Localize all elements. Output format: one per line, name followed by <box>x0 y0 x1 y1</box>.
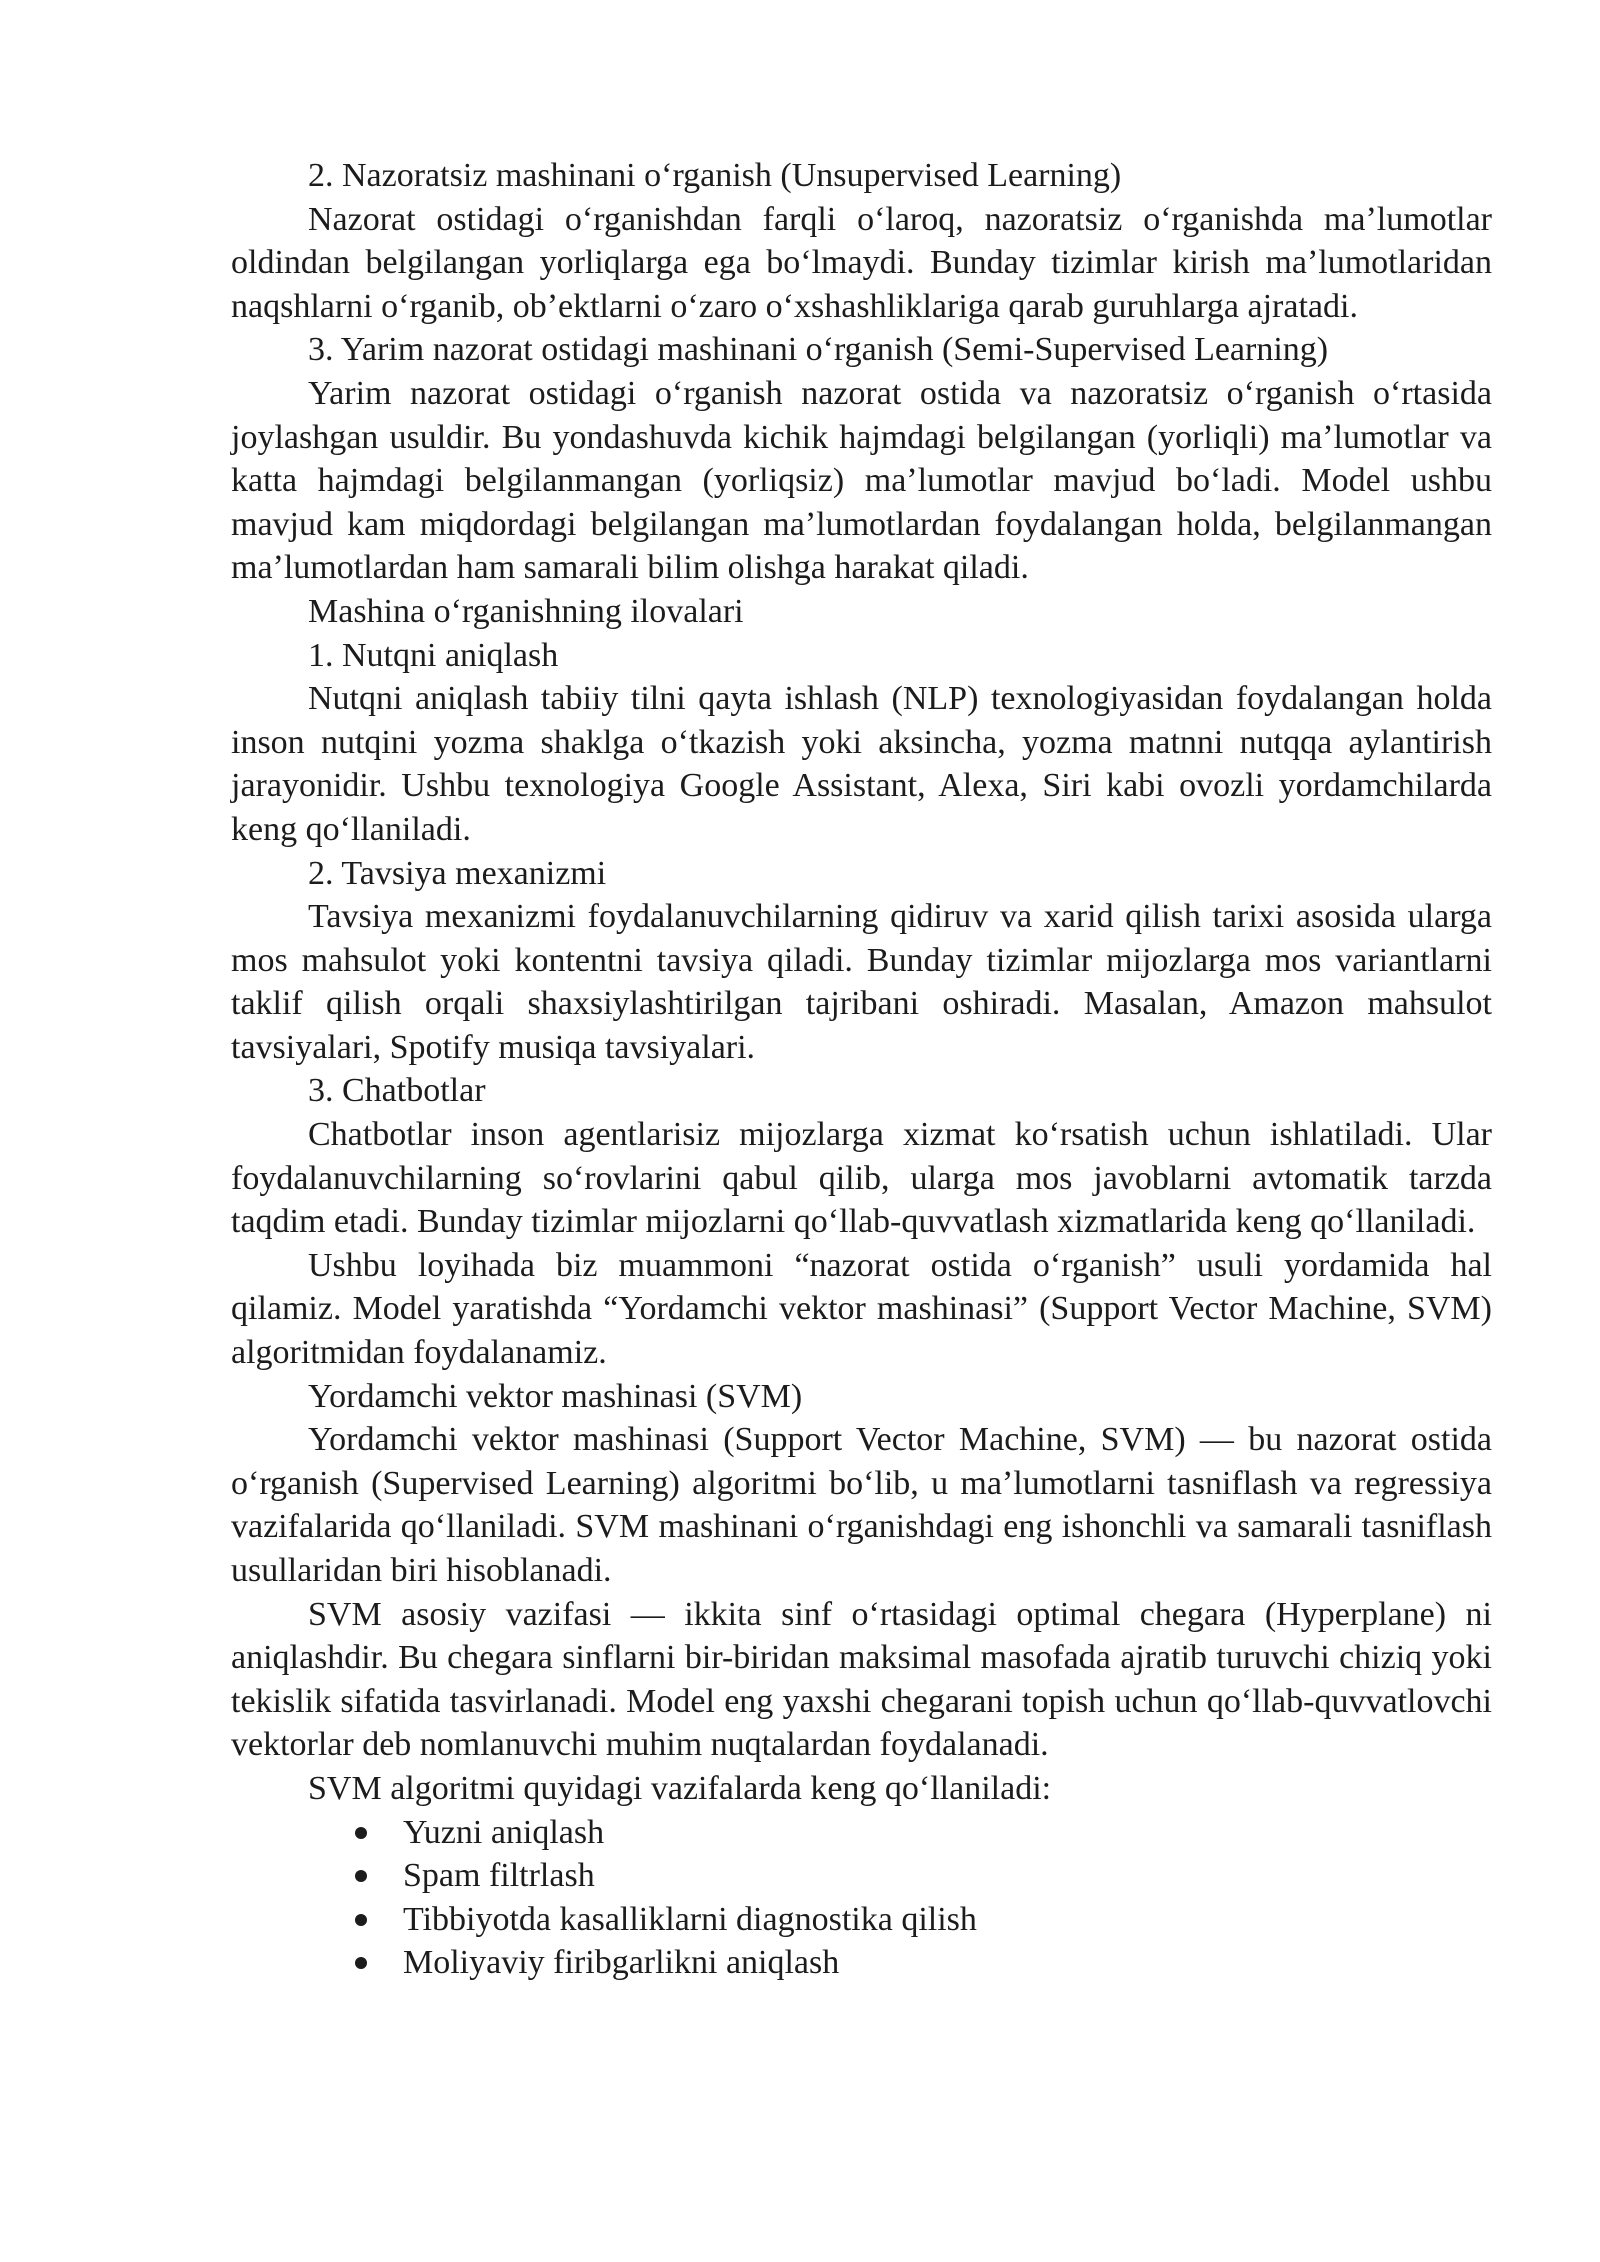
paragraph-recommendation: Tavsiya mexanizmi foydalanuvchilarning qidiruv va xarid qilish tarixi asosida ularga mos mahsulot yoki kontentni tavsiya qiladi. Bunday tizimlar mijozlarga mos variantlarni taklif qilish orqali shaxsiylashtirilgan tajribani oshiradi. Masalan, Amazon mahsulot tavsiyalari, Spotify musiqa tavsiyalari. <box>231 898 1492 1066</box>
paragraph-semi-supervised: Yarim nazorat ostidagi oʻrganish nazorat ostida va nazoratsiz oʻrganish oʻrtasida joylashgan usuldir. Bu yondashuvda kichik hajmdagi belgilangan (yorliqli) maʼlumotlar va katta hajmdagi belgilanmangan (yorliqsiz) maʼlumotlar mavjud boʻladi. Model ushbu mavjud kam miqdordagi belgilangan maʼlumotlardan foydalangan holda, belgilanmangan maʼlumotlardan ham samarali bilim olishga harakat qiladi. <box>231 374 1492 587</box>
paragraph-svm-task: SVM asosiy vazifasi — ikkita sinf oʻrtasidagi optimal chegara (Hyperplane) ni aniqlashdir. Bu chegara sinflarni bir-biridan maksimal masofada ajratib turuvchi chiziq yoki tekislik sifatida tasvirlanadi. Model eng yaxshi chegarani topish uchun qoʻllab-quvvatlovchi vektorlar deb nomlanuvchi muhim nuqtalardan foydalanadi. <box>231 1595 1492 1764</box>
bullet-icon <box>355 1827 367 1839</box>
paragraph-unsupervised: Nazorat ostidagi oʻrganishdan farqli oʻlaroq, nazoratsiz oʻrganishda maʼlumotlar oldindan belgilangan yorliqlarga ega boʻlmaydi. Bunday tizimlar kirish maʼlumotlaridan naqshlarni oʻrganib, obʼektlarni oʻzaro oʻxshashliklariga qarab guruhlarga ajratadi. <box>231 200 1492 325</box>
section-heading-speech-recognition: 1. Nutqni aniqlash <box>308 636 559 674</box>
paragraph-svm-uses-intro: SVM algoritmi quyidagi vazifalarda keng qoʻllaniladi: <box>308 1769 1052 1807</box>
section-heading-recommendation: 2. Tavsiya mexanizmi <box>308 854 607 892</box>
svm-uses-list <box>231 1811 1492 1985</box>
list-item <box>231 1898 1492 1942</box>
list-item <box>231 1854 1492 1898</box>
bullet-icon <box>355 1957 367 1969</box>
section-heading-unsupervised: 2. Nazoratsiz mashinani oʻrganish (Unsupervised Learning) <box>308 157 1122 194</box>
document-body <box>231 154 1492 1985</box>
paragraph-svm-definition: Yordamchi vektor mashinasi (Support Vector Machine, SVM) — bu nazorat ostida oʻrganish (Supervised Learning) algoritmi boʻlib, u maʼlumotlarni tasniflash va regressiya vazifalarida qoʻllaniladi. SVM mashinani oʻrganishdagi eng ishonchli va samarali tasniflash usullaridan biri hisoblanadi. <box>231 1421 1492 1589</box>
section-heading-chatbots: 3. Chatbotlar <box>308 1072 486 1110</box>
section-heading-applications: Mashina oʻrganishning ilovalari <box>308 592 744 630</box>
bullet-icon <box>355 1870 367 1882</box>
list-item <box>231 1811 1492 1855</box>
paragraph-project-approach: Ushbu loyihada biz muammoni “nazorat ostida oʻrganish” usuli yordamida hal qilamiz. Model yaratishda “Yordamchi vektor mashinasi” (Support Vector Machine, SVM) algoritmidan foydalanamiz. <box>231 1246 1492 1372</box>
list-item-label: Tibbiyotda kasalliklarni diagnostika qilish <box>403 1900 977 1938</box>
list-item-label: Spam filtrlash <box>403 1857 595 1895</box>
list-item-label: Yuzni aniqlash <box>403 1813 605 1851</box>
section-heading-semi-supervised: 3. Yarim nazorat ostidagi mashinani oʻrganish (Semi-Supervised Learning) <box>308 331 1329 369</box>
list-item <box>231 1941 1492 1985</box>
paragraph-chatbots: Chatbotlar inson agentlarisiz mijozlarga xizmat koʻrsatish uchun ishlatiladi. Ular foydalanuvchilarning soʻrovlarini qabul qilib, ularga mos javoblarni avtomatik tarzda taqdim etadi. Bunday tizimlar mijozlarni qoʻllab-quvvatlash xizmatlarida keng qoʻllaniladi. <box>231 1116 1492 1241</box>
section-heading-svm: Yordamchi vektor mashinasi (SVM) <box>308 1377 803 1415</box>
list-item-label: Moliyaviy firibgarlikni aniqlash <box>403 1944 840 1982</box>
paragraph-speech-recognition: Nutqni aniqlash tabiiy tilni qayta ishlash (NLP) texnologiyasidan foydalangan holda inson nutqini yozma shaklga oʻtkazish yoki aksincha, yozma matnni nutqqa aylantirish jarayonidir. Ushbu texnologiya Google Assistant, Alexa, Siri kabi ovozli yordamchilarda keng qoʻllaniladi. <box>231 680 1492 848</box>
bullet-icon <box>355 1914 367 1926</box>
